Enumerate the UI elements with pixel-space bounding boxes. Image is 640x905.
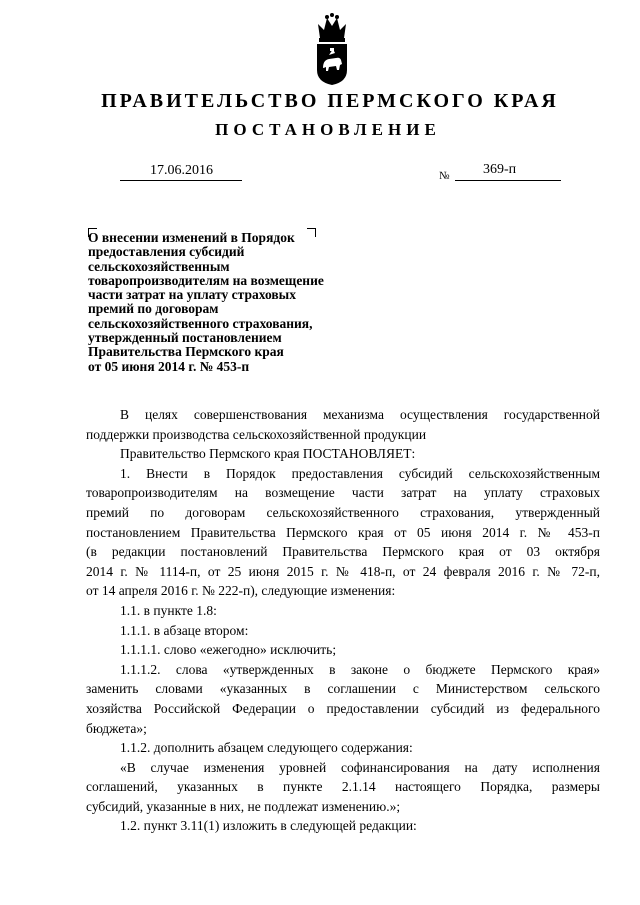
coat-of-arms-icon	[314, 12, 350, 86]
body-line: заменить словами «указанных в соглашении с Министерством сельского	[86, 681, 600, 697]
body-line: 1.1.1.1. слово «ежегодно» исключить;	[120, 642, 337, 658]
subject-line: сельскохозяйственным	[88, 258, 230, 274]
body-line: соглашений, указанных в пункте 2.1.14 настоящего Порядка, размеры	[86, 779, 600, 795]
body-line: хозяйства Российской Федерации о предоставлении субсидий из федерального	[86, 700, 600, 716]
body-line: субсидий, указанные в них, не подлежат изменению.»;	[86, 798, 401, 814]
body-line: (в редакции постановлений Правительства Пермского края от 03 октября	[86, 544, 600, 560]
subject-line: О внесении изменений в Порядок	[88, 230, 295, 245]
subject-line: премий по договорам	[88, 301, 219, 317]
body-line: премий по договорам сельскохозяйственного страхования, утвержденный	[86, 504, 600, 520]
document-body	[86, 405, 600, 836]
body-line: 1.1.2. дополнить абзацем следующего содержания:	[120, 740, 413, 756]
body-line: «В случае изменения уровней софинансирования на дату исполнения	[120, 759, 600, 775]
document-date: 17.06.2016	[150, 163, 213, 178]
body-line: поддержки производства сельскохозяйственной продукции	[86, 426, 427, 442]
body-line: 1.1. в пункте 1.8:	[120, 602, 217, 618]
body-line: постановлением Правительства Пермского края от 05 июня 2014 г. № 453-п	[86, 524, 600, 540]
subject-line: от 05 июня 2014 г. № 453-п	[88, 358, 250, 374]
body-line: Правительство Пермского края ПОСТАНОВЛЯЕТ:	[120, 446, 416, 462]
number-underline	[455, 180, 561, 181]
document-type: ПОСТАНОВЛЕНИЕ	[215, 120, 441, 139]
body-line: товаропроизводителям на возмещение части затрат на уплату страховых	[86, 485, 600, 501]
body-line: 1.1.1. в абзаце втором:	[120, 622, 249, 638]
body-line: 1. Внести в Порядок предоставления субсидий сельскохозяйственным	[120, 465, 600, 481]
date-underline	[120, 180, 242, 181]
body-line: 2014 г. № 1114-п, от 25 июня 2015 г. № 418-п, от 24 февраля 2016 г. № 72-п,	[86, 563, 600, 579]
document-number: 369-п	[483, 162, 517, 177]
body-line: 1.2. пункт 3.11(1) изложить в следующей редакции:	[120, 818, 417, 834]
body-line: 1.1.1.2. слова «утвержденных в законе о бюджете Пермского края»	[120, 661, 600, 677]
document-subject	[88, 231, 368, 374]
subject-line: утвержденный постановлением	[88, 330, 282, 346]
government-title: ПРАВИТЕЛЬСТВО ПЕРМСКОГО КРАЯ	[101, 90, 559, 112]
subject-line: предоставления субсидий	[88, 244, 245, 260]
subject-line: товаропроизводителям на возмещение	[88, 272, 324, 288]
body-line: В целях совершенствования механизма осуществления государственной	[120, 407, 600, 422]
subject-line: сельскохозяйственного страхования,	[88, 315, 313, 331]
number-sign: №	[439, 170, 450, 182]
subject-line: части затрат на уплату страховых	[88, 287, 296, 303]
subject-line: Правительства Пермского края	[88, 344, 284, 360]
body-line: бюджета»;	[86, 720, 147, 736]
body-line: от 14 апреля 2016 г. № 222-п), следующие изменения:	[86, 583, 396, 599]
